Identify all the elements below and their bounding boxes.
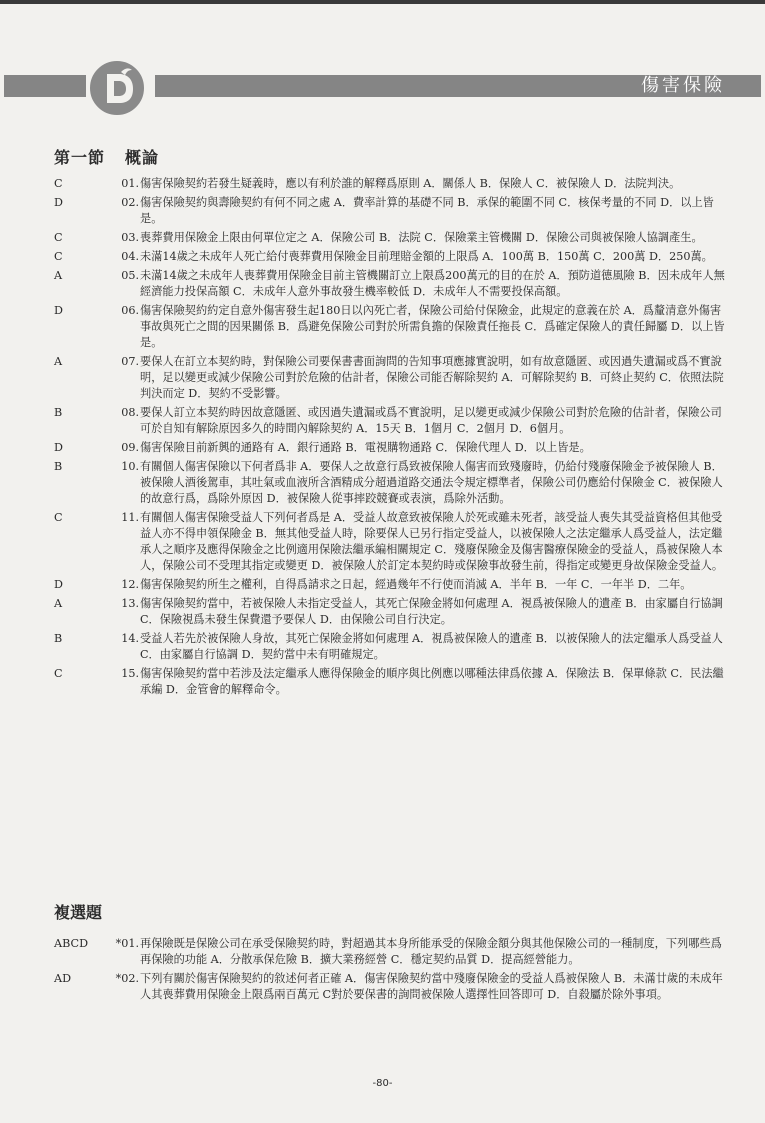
- question-item: [0, 631, 765, 663]
- question-text: 有關個人傷害保險受益人下列何者爲是 A．受益人故意致被保險人於死或雖未死者，該受益人喪失其受益資格但其他受益人亦不得申領保險金 B．無其他受益人時，除要保人已另行指定受益人，以被保險人之法定繼承人爲受益人，法定繼承人之順序及應得保險金之比例適用保險法繼承編相關規定 C．殘廢保險金及傷害醫療保險金的受益人，爲被保險人本人，保險公司不受理其指定或變更 D．被保險人於訂定本契約時或保險事故發生前，得指定或變更身故保險金受益人。: [140, 511, 724, 572]
- question-text: 傷害保險契約若發生疑義時，應以有利於誰的解釋爲原則 A．關係人 B．保險人 C．被保險人 D．法院判決。: [140, 177, 681, 190]
- question-item: [0, 176, 765, 192]
- question-item: [0, 195, 765, 227]
- question-number: *02.: [115, 972, 139, 985]
- question-number: 15.: [121, 667, 139, 680]
- question-item: [0, 249, 765, 265]
- answer-key: ABCD: [54, 937, 89, 950]
- answer-key: B: [54, 460, 63, 473]
- answer-key: C: [54, 511, 63, 524]
- question-item: [0, 577, 765, 593]
- question-text: 喪葬費用保險金上限由何單位定之 A．保險公司 B．法院 C．保險業主管機關 D．保險公司與被保險人協調產生。: [140, 231, 703, 244]
- question-number: 07.: [121, 355, 139, 368]
- question-item: [0, 354, 765, 402]
- question-item: [0, 303, 765, 351]
- question-text: 傷害保險契約當中若涉及法定繼承人應得保險金的順序與比例應以哪種法律爲依據 A．保險法 B．保單條款 C．民法繼承編 D．金管會的解釋命令。: [140, 667, 724, 696]
- question-text: 傷害保險契約所生之權利，自得爲請求之日起，經過幾年不行使而消滅 A．半年 B．一年 C．一年半 D．二年。: [140, 578, 692, 591]
- single-choice-question-list: [0, 176, 765, 701]
- answer-key: C: [54, 177, 63, 190]
- question-text: 傷害保險契約當中，若被保險人未指定受益人，其死亡保險金將如何處理 A．視爲被保險人的遺產 B．由家屬自行協調 C．保險視爲未發生保費還予要保人 D．由保險公司自行決定。: [140, 597, 723, 626]
- question-number: 04.: [121, 250, 139, 263]
- question-text: 下列有關於傷害保險契約的敘述何者正確 A．傷害保險契約當中殘廢保險金的受益人爲被保險人 B．未滿廿歲的未成年人其喪葬費用保險金上限爲兩百萬元 C對於要保書的詢問被保險人選擇性回答即可 D．自殺屬於除外事項。: [140, 972, 723, 1001]
- question-number: 06.: [121, 304, 139, 317]
- answer-key: B: [54, 406, 63, 419]
- question-number: 03.: [121, 231, 139, 244]
- answer-key: A: [54, 269, 63, 282]
- section-title: [54, 145, 179, 168]
- question-item: [0, 405, 765, 437]
- question-item: [0, 268, 765, 300]
- answer-key: C: [54, 667, 63, 680]
- question-text: 傷害保險契約與壽險契約有何不同之處 A．費率計算的基礎不同 B．承保的範圍不同 C．核保考量的不同 D．以上皆是。: [140, 196, 714, 225]
- answer-key: C: [54, 250, 63, 263]
- question-number: 02.: [121, 196, 139, 209]
- question-text: 傷害保險目前新興的通路有 A．銀行通路 B．電視購物通路 C．保險代理人 D．以上皆是。: [140, 441, 591, 454]
- question-text: 要保人訂立本契約時因故意隱匿、或因過失遺漏或爲不實說明，足以變更或減少保險公司對於危險的估計者，保險公司可於自知有解除原因多久的時間內解除契約 A．15天 B．1個月 C．2個月 D．6個月。: [140, 406, 722, 435]
- question-text: 要保人在訂立本契約時，對保險公司要保書書面詢問的告知事項應據實說明，如有故意隱匿、或因過失遺漏或爲不實說明，足以變更或減少保險公司對於危險的估計者，保險公司能否解除契約 A．可解除契約 B．可終止契約 C．依照法院判決而定 D．契約不受影響。: [140, 355, 724, 400]
- question-number: 09.: [121, 441, 139, 454]
- multiple-choice-question-list: [0, 936, 765, 1006]
- answer-key: D: [54, 196, 63, 209]
- question-text: 未滿14歲之未成年人喪葬費用保險金目前主管機關訂立上限爲200萬元的目的在於 A．預防道德風險 B．因未成年人無經濟能力投保高額 C．未成年人意外事故發生機率較低 D．未成年人不需要投保高額。: [140, 269, 725, 298]
- question-item: [0, 936, 765, 968]
- publisher-logo-icon: [87, 58, 147, 118]
- section-number: 第一節: [54, 148, 106, 167]
- header-bar-left: [4, 75, 86, 97]
- question-number: 10.: [121, 460, 139, 473]
- question-text: 再保險既是保險公司在承受保險契約時，對超過其本身所能承受的保險金額分與其他保險公司的一種制度，下列哪些爲再保險的功能 A．分散承保危險 B．擴大業務經營 C．穩定契約品質 D．提高經營能力。: [140, 937, 722, 966]
- chapter-title: 傷害保險: [641, 75, 725, 96]
- page-number: -80-: [372, 1078, 393, 1089]
- section-name: 概論: [125, 148, 160, 167]
- question-text: 受益人若先於被保險人身故，其死亡保險金將如何處理 A．視爲被保險人的遺產 B．以被保險人的法定繼承人爲受益人 C．由家屬自行協調 D．契約當中未有明確規定。: [140, 632, 723, 661]
- answer-key: B: [54, 632, 63, 645]
- top-border: [0, 0, 765, 4]
- question-number: 12.: [121, 578, 139, 591]
- question-item: [0, 459, 765, 507]
- answer-key: D: [54, 304, 63, 317]
- multiple-choice-heading: 複選題: [54, 903, 103, 922]
- question-text: 傷害保險契約約定自意外傷害發生起180日以內死亡者，保險公司給付保險金，此規定的意義在於 A．爲釐清意外傷害事故與死亡之間的因果關係 B．爲避免保險公司對於所需負擔的保險責任拖長 C．爲確定保險人的責任歸屬 D．以上皆是。: [140, 304, 725, 349]
- question-number: 14.: [121, 632, 139, 645]
- answer-key: A: [54, 355, 63, 368]
- answer-key: A: [54, 597, 63, 610]
- answer-key: AD: [54, 972, 72, 985]
- question-item: [0, 596, 765, 628]
- question-item: [0, 230, 765, 246]
- answer-key: D: [54, 578, 63, 591]
- question-item: [0, 440, 765, 456]
- question-number: 13.: [121, 597, 139, 610]
- question-text: 有關個人傷害保險以下何者爲非 A．要保人之故意行爲致被保險人傷害而致殘廢時，仍給付殘廢保險金予被保險人 B．被保險人酒後駕車，其吐氣或血液所含酒精成分超過道路交通法令規定標準者，保險公司仍應給付保險金 C．被保險人的故意行爲，爲除外原因 D．被保險人從事摔跤競賽或表演，爲除外活動。: [140, 460, 723, 505]
- question-number: 05.: [121, 269, 139, 282]
- question-number: 11.: [121, 511, 139, 524]
- question-number: *01.: [115, 937, 139, 950]
- question-item: [0, 666, 765, 698]
- question-number: 01.: [121, 177, 139, 190]
- answer-key: D: [54, 441, 63, 454]
- question-item: [0, 510, 765, 574]
- question-number: 08.: [121, 406, 139, 419]
- answer-key: C: [54, 231, 63, 244]
- question-item: [0, 971, 765, 1003]
- question-text: 未滿14歲之未成年人死亡給付喪葬費用保險金目前理賠金額的上限爲 A．100萬 B．150萬 C．200萬 D．250萬。: [140, 250, 713, 263]
